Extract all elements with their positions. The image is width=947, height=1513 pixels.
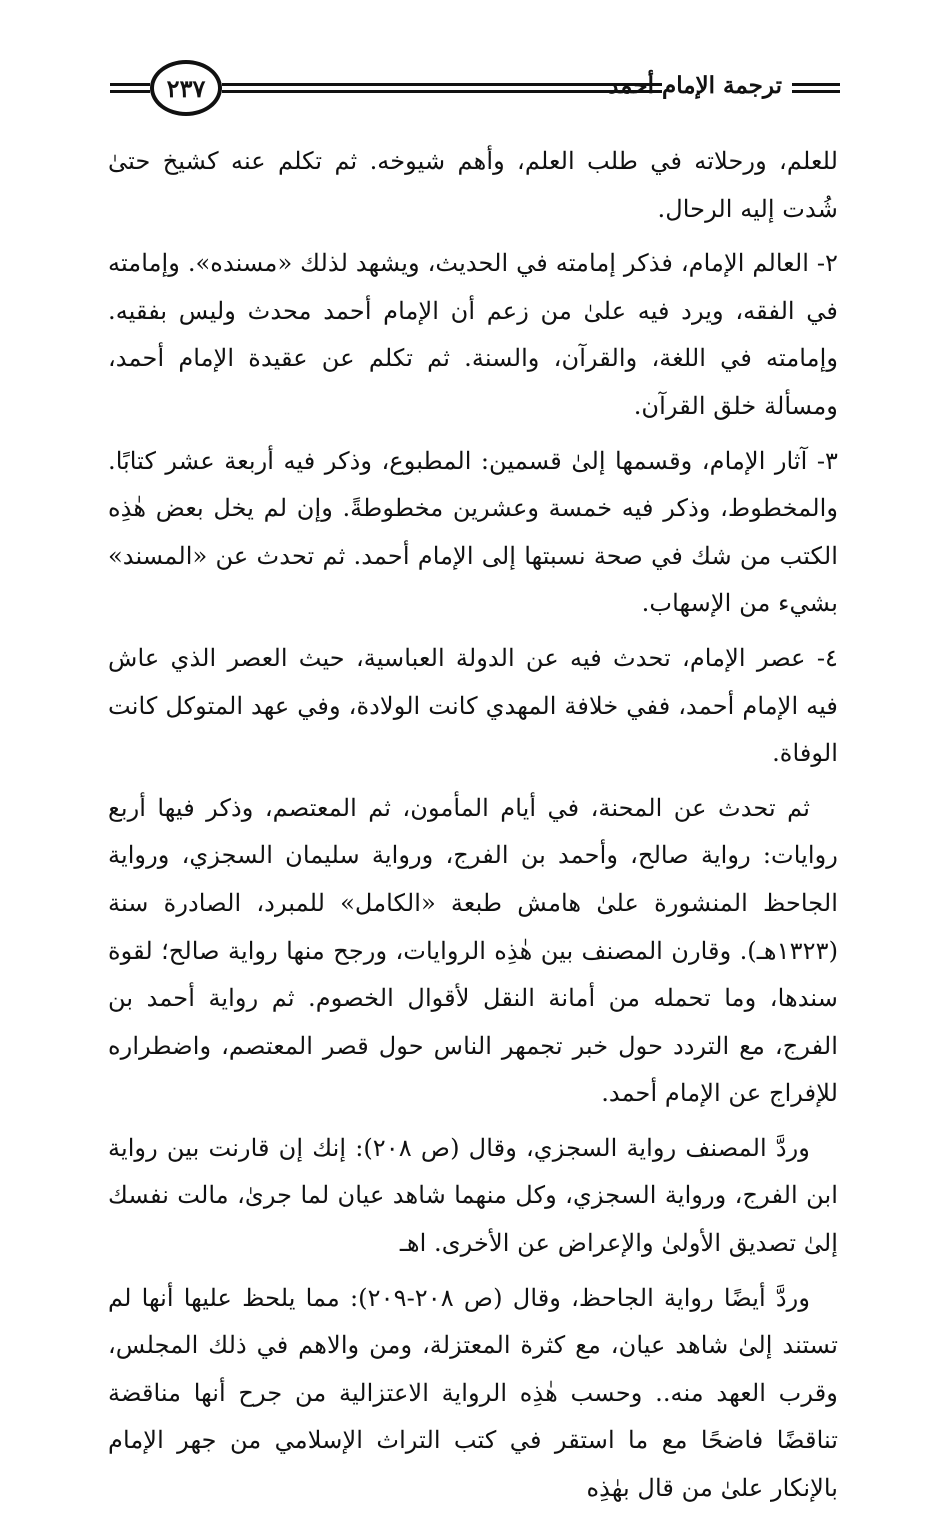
paragraph-5: ثم تحدث عن المحنة، في أيام المأمون، ثم المعتصم، وذكر فيها أربع روايات: رواية صالح، وأحمد بن الفرج، ورواية سليمان السجزي، ورواية الجاحظ المنشورة علىٰ هامش طبعة «الكامل» للمبرد، الصادرة سنة (١٣٢٣هـ). وقارن المصنف بين هٰذِه الروايات، ورجح منها رواية صالح؛ لقوة سندها، وما تحمله من أمانة النقل لأقوال الخصوم. ثم رواية أحمد بن الفرج، مع التردد حول خبر تجمهر الناس حول قصر المعتصم، واضطراره للإفراج عن الإمام أحمد. (108, 793, 838, 1108)
page-number: ٢٣٧ (150, 60, 222, 116)
header-rule-right (792, 83, 840, 93)
paragraph-6: وردَّ المصنف رواية السجزي، وقال (ص ٢٠٨): إنك إن قارنت بين رواية ابن الفرج، ورواية السجزي، وكل منهما شاهد عيان لما جرىٰ، مالت نفسك إلىٰ تصديق الأولىٰ والإعراض عن الأخرى. اهـ (108, 1133, 838, 1258)
paragraph-7: وردَّ أيضًا رواية الجاحظ، وقال (ص ٢٠٨-٢٠٩): مما يلحظ عليها أنها لم تستند إلىٰ شاهد عيان، مع كثرة المعتزلة، ومن والاهم في ذلك المجلس، وقرب العهد منه.. وحسب هٰذِه الرواية الاعتزالية من جرح أنها مناقضة تناقضًا فاضحًا مع ما استقر في كتب التراث الإسلامي من جهر الإمام بالإنكار علىٰ من قال بهٰذِه (108, 1283, 838, 1503)
paragraph-3: ٣- آثار الإمام، وقسمها إلىٰ قسمين: المطبوع، وذكر فيه أربعة عشر كتابًا. والمخطوط، وذكر فيه خمسة وعشرين مخطوطةً. وإن لم يخل بعض هٰذِه الكتب من شك في صحة نسبتها إلى الإمام أحمد. ثم تحدث عن «المسند» بشيء من الإسهاب. (108, 446, 838, 618)
paragraph-4: ٤- عصر الإمام، تحدث فيه عن الدولة العباسية، حيث العصر الذي عاش فيه الإمام أحمد، ففي خلافة المهدي كانت الولادة، وفي عهد المتوكل كانت الوفاة. (108, 643, 838, 768)
paragraph-2: ٢- العالم الإمام، فذكر إمامته في الحديث، ويشهد لذلك «مسنده». وإمامته في الفقه، ويرد فيه علىٰ من زعم أن الإمام أحمد محدث وليس بفقيه. وإمامته في اللغة، والقرآن، والسنة. ثم تكلم عن عقيدة الإمام أحمد، ومسألة خلق القرآن. (108, 249, 838, 420)
paragraph-1: للعلم، ورحلاته في طلب العلم، وأهم شيوخه. ثم تكلم عنه كشيخ حتىٰ شُدت إليه الرحال. (108, 147, 838, 223)
page-header (110, 56, 840, 120)
header-rule-left (110, 83, 150, 93)
running-title: ترجمة الإمام أحمد (607, 72, 782, 99)
header-rule-middle (222, 83, 662, 93)
body-text (108, 138, 838, 1513)
